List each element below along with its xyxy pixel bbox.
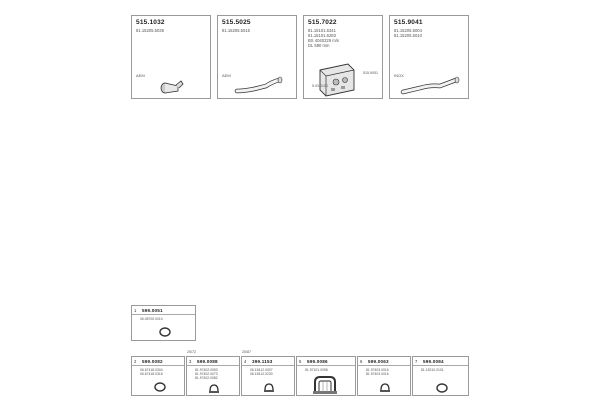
gasket-ring-icon	[158, 326, 172, 338]
group-label: 25/87	[242, 350, 251, 354]
item-index: 1	[134, 308, 137, 313]
item-index: 2	[134, 359, 137, 364]
reference-number: 81.97402.0073	[195, 372, 218, 376]
reference-number: 81.97403.0016	[366, 372, 389, 376]
gasket-ring-icon	[435, 382, 449, 394]
reference-number: 81.15101.6283	[308, 33, 336, 38]
header-divider	[413, 365, 468, 366]
tailpipe-icon	[400, 74, 462, 98]
header-divider	[132, 314, 195, 315]
reference-number: 06.15412.0007	[250, 368, 273, 372]
clamp-icon	[262, 382, 276, 394]
header-divider	[242, 365, 294, 366]
reference-number: 81.15101.6341	[308, 28, 336, 33]
callout-label: 5.03.0100	[312, 84, 328, 88]
mounting-bracket-icon	[311, 374, 339, 396]
item-index: 7	[415, 359, 418, 364]
part-number: 599.0063	[368, 359, 389, 364]
part-number: 599.0084	[423, 359, 444, 364]
part-number: 515.7022	[308, 19, 337, 26]
part-number: 599.0086	[307, 359, 328, 364]
part-card-599-0082[interactable]	[131, 356, 185, 396]
reference-number: 06.08700.0010	[140, 317, 163, 321]
reference-number: 06.67418.0304	[140, 368, 163, 372]
part-card-399-1153[interactable]	[241, 356, 295, 396]
part-card-515-7022[interactable]	[303, 15, 383, 99]
header-divider	[358, 365, 410, 366]
reference-number: 06.15412.0230	[250, 372, 273, 376]
part-number: 515.1032	[136, 19, 165, 26]
part-card-599-0088[interactable]	[186, 356, 240, 396]
clamp-icon	[207, 383, 221, 395]
part-number: 599.0088	[197, 359, 218, 364]
part-number: 515.9041	[394, 19, 423, 26]
reference-number: BS 4040229 m/s	[308, 38, 339, 43]
part-card-599-0084[interactable]	[412, 356, 469, 396]
part-card-515-5025[interactable]	[217, 15, 297, 99]
part-number: 599.0082	[142, 359, 163, 364]
gasket-ring-icon	[153, 381, 167, 393]
reference-number: 81.97402.0053	[195, 368, 218, 372]
reference-number: 81.97101.0098	[305, 368, 328, 372]
reference-number: 06.67418.0316	[140, 372, 163, 376]
part-card-599-0086[interactable]	[296, 356, 356, 396]
part-note: AEM	[222, 73, 231, 78]
reference-number: DL 590 mm	[308, 43, 330, 48]
part-note: INOX	[394, 73, 404, 78]
header-divider	[132, 365, 184, 366]
reference-number: 81.15205.5039	[136, 28, 164, 33]
part-number: 399.1153	[252, 359, 273, 364]
item-index: 6	[360, 359, 363, 364]
reference-number: 81.15205.5010	[394, 33, 422, 38]
part-card-599-0063[interactable]	[357, 356, 411, 396]
part-note: AEM	[136, 73, 145, 78]
header-divider	[187, 365, 239, 366]
item-index: 5	[299, 359, 302, 364]
exhaust-pipe-bend-icon	[234, 76, 284, 96]
exhaust-pipe-elbow-icon	[158, 76, 184, 94]
item-index: 3	[189, 359, 192, 364]
part-number: 599.0051	[142, 308, 163, 313]
reference-number: 81.97402.0082	[195, 376, 218, 380]
item-index: 4	[244, 359, 247, 364]
part-card-599-0051[interactable]	[131, 305, 196, 341]
part-card-515-9041[interactable]	[389, 15, 469, 99]
reference-number: 81.15205.5015	[222, 28, 250, 33]
part-card-515-1032[interactable]	[131, 15, 211, 99]
callout-label: 515.9051	[363, 71, 378, 75]
reference-number: 81.97403.0016	[366, 368, 389, 372]
part-number: 515.5025	[222, 19, 251, 26]
clamp-icon	[378, 382, 392, 394]
header-divider	[297, 365, 355, 366]
muffler-icon	[314, 60, 360, 98]
group-label: 25/72	[187, 350, 196, 354]
reference-number: 81.15210.0101	[421, 368, 444, 372]
reference-number: 81.15205.5004	[394, 28, 422, 33]
